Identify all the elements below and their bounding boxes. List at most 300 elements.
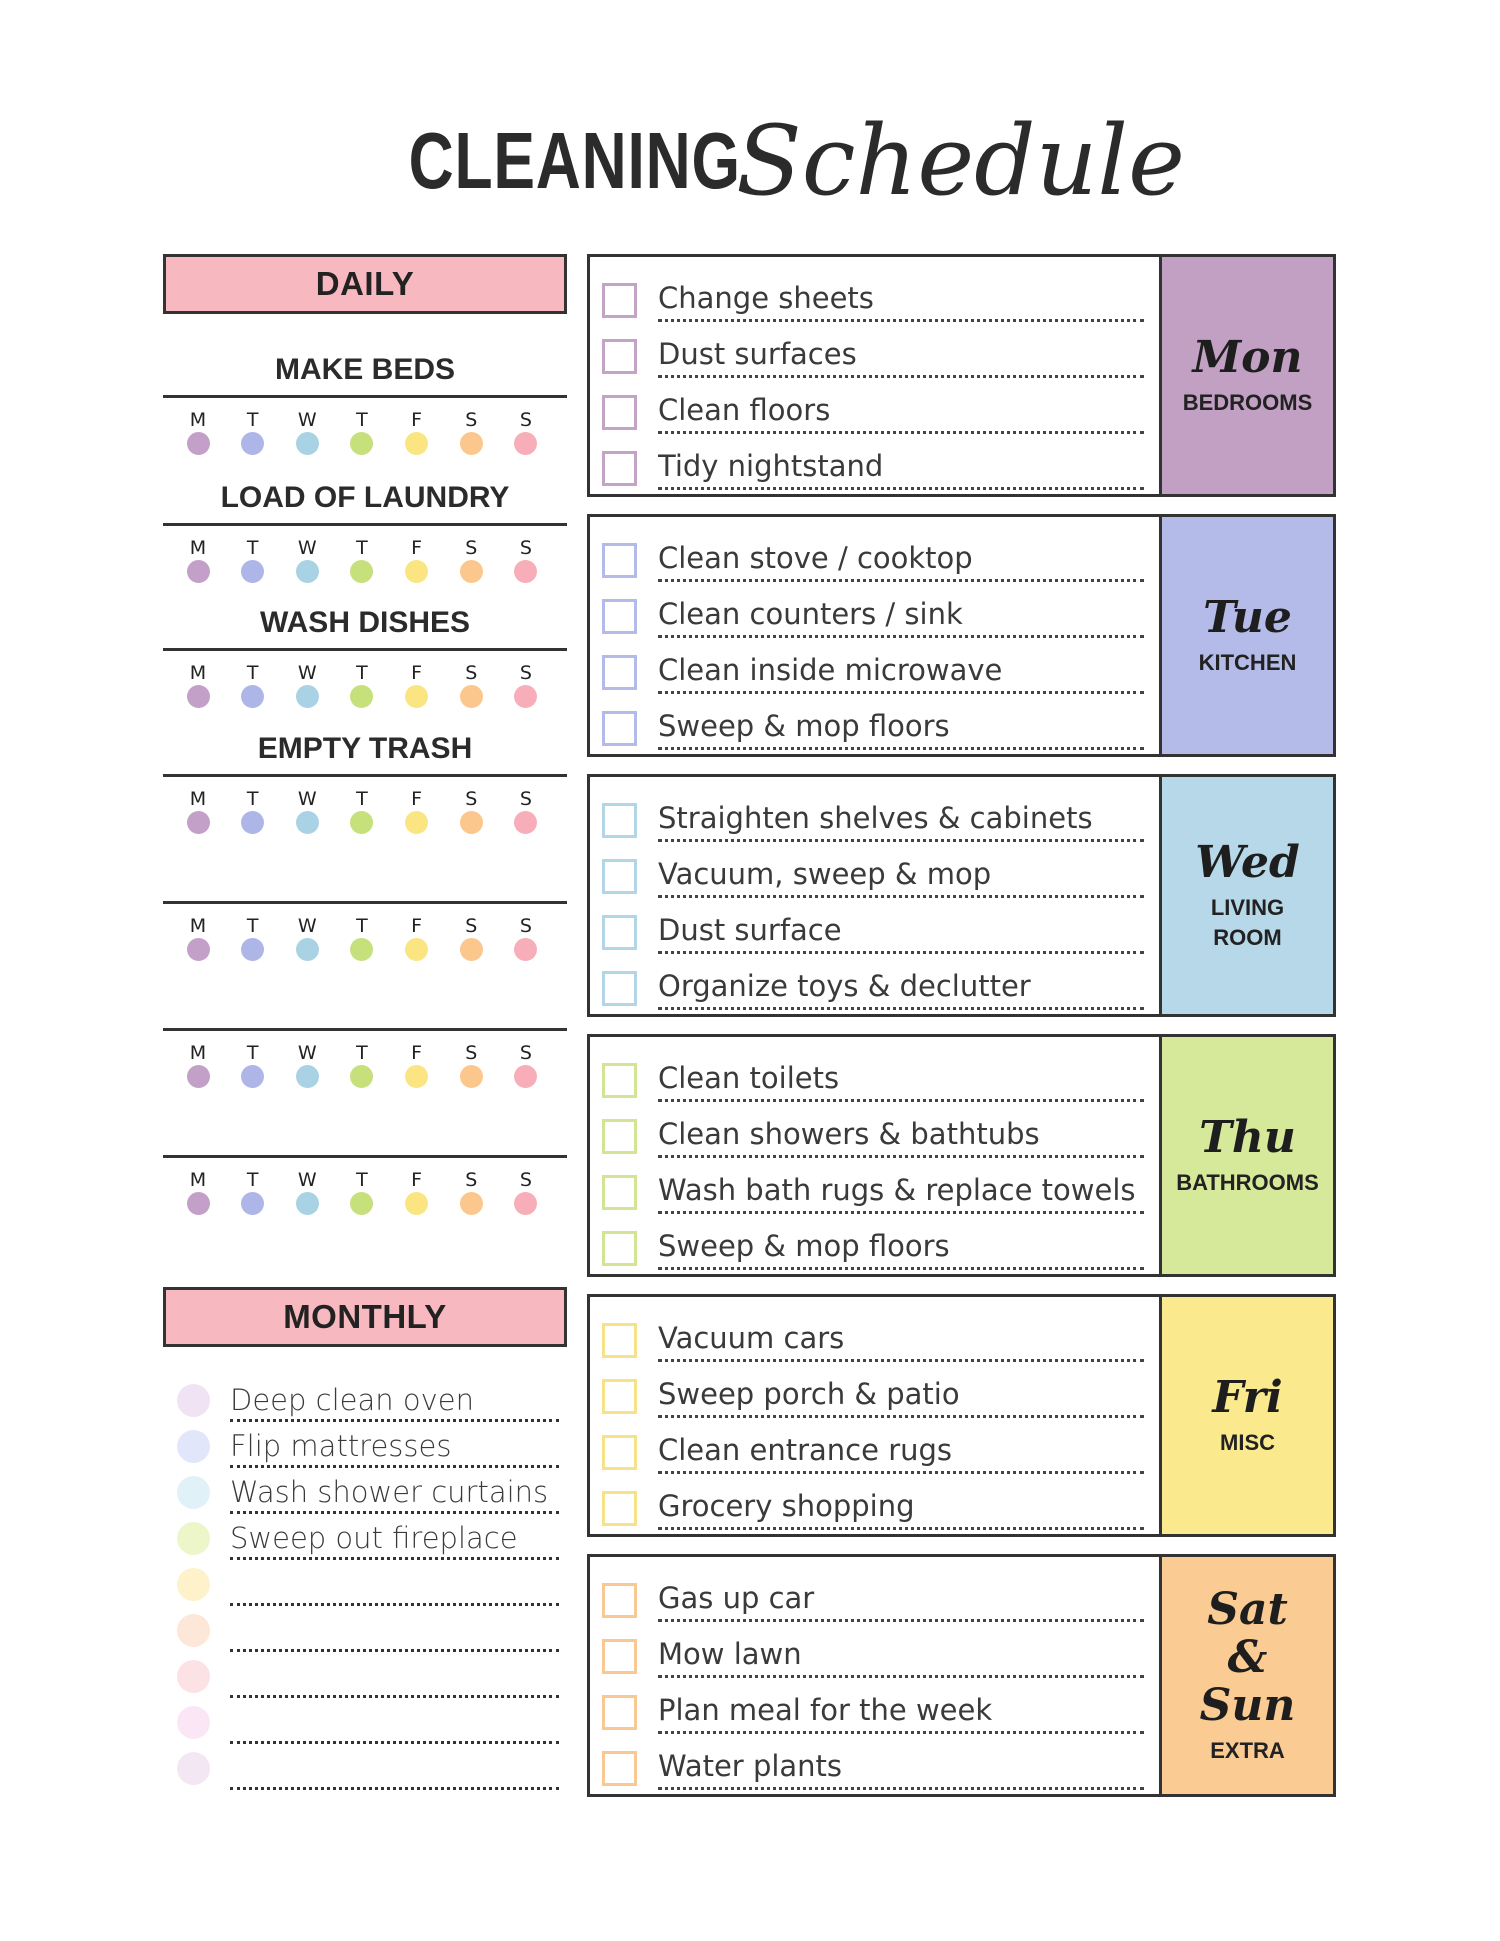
- day-dot[interactable]: [296, 560, 319, 583]
- day-dot[interactable]: [460, 560, 483, 583]
- day-cell: [238, 410, 268, 455]
- monthly-item-text: [230, 1751, 559, 1790]
- day-letter: W: [297, 788, 317, 810]
- monthly-dot[interactable]: [177, 1752, 210, 1785]
- card-task: [590, 1313, 1162, 1369]
- day-dot[interactable]: [241, 811, 264, 834]
- card-task: [590, 1573, 1162, 1629]
- day-script: Fri: [1212, 1371, 1283, 1423]
- card-task-text: Straighten shelves & cabinets: [658, 793, 1144, 842]
- day-letter: W: [297, 537, 317, 559]
- card-day-label: [1159, 257, 1333, 494]
- task-checkbox[interactable]: [602, 1119, 637, 1154]
- day-tracker: [163, 651, 567, 708]
- day-letter: M: [189, 788, 207, 810]
- day-dot[interactable]: [241, 685, 264, 708]
- day-cell: [238, 1170, 268, 1215]
- day-cell: [347, 916, 377, 961]
- monthly-dot[interactable]: [177, 1706, 210, 1739]
- day-cell: [183, 410, 213, 455]
- page-title: [0, 105, 1500, 245]
- day-dot[interactable]: [514, 1192, 537, 1215]
- day-letter: T: [356, 915, 368, 937]
- day-dot[interactable]: [241, 432, 264, 455]
- day-letter: T: [356, 1169, 368, 1191]
- day-dot[interactable]: [350, 560, 373, 583]
- day-letter: M: [189, 1042, 207, 1064]
- daily-task-label: MAKE BEDS: [274, 353, 455, 386]
- day-letter: T: [356, 662, 368, 684]
- card-task-list: [590, 777, 1162, 1014]
- day-letter: S: [465, 1042, 478, 1064]
- day-dot[interactable]: [296, 1192, 319, 1215]
- card-task: [590, 589, 1162, 645]
- card-task-text: Dust surfaces: [658, 329, 1144, 378]
- day-dot[interactable]: [460, 1192, 483, 1215]
- day-card-tue: [587, 514, 1336, 757]
- card-task-text: Organize toys & declutter: [658, 961, 1144, 1010]
- card-task-text: Clean toilets: [658, 1053, 1144, 1102]
- task-checkbox[interactable]: [602, 1063, 637, 1098]
- card-day-label: [1159, 1557, 1333, 1794]
- card-task-text: Clean floors: [658, 385, 1144, 434]
- day-cell: [511, 916, 541, 961]
- day-script: Tue: [1203, 591, 1292, 643]
- monthly-item: [177, 1566, 567, 1612]
- day-letter: S: [519, 537, 532, 559]
- card-task-text: Sweep & mop floors: [658, 701, 1144, 750]
- day-letter: S: [465, 537, 478, 559]
- monthly-section: [163, 1287, 567, 1347]
- card-task: [590, 1425, 1162, 1481]
- day-letter: S: [465, 915, 478, 937]
- monthly-item: [177, 1382, 567, 1428]
- day-letter: T: [246, 662, 259, 684]
- monthly-item-text: Deep clean oven: [230, 1383, 559, 1422]
- day-dot[interactable]: [514, 685, 537, 708]
- day-tracker: [163, 1158, 567, 1215]
- card-task-text: Grocery shopping: [658, 1481, 1144, 1530]
- day-cell: [402, 663, 432, 708]
- card-task-list: [590, 257, 1162, 494]
- day-dot[interactable]: [296, 811, 319, 834]
- card-task: [590, 385, 1162, 441]
- card-task-text: Clean showers & bathtubs: [658, 1109, 1144, 1158]
- day-cell: [292, 916, 322, 961]
- day-cell: [456, 663, 486, 708]
- task-checkbox[interactable]: [602, 451, 637, 486]
- task-checkbox[interactable]: [602, 1435, 637, 1470]
- day-dot[interactable]: [350, 811, 373, 834]
- day-cell: [511, 1043, 541, 1088]
- day-card-thu: [587, 1034, 1336, 1277]
- day-cell: [183, 538, 213, 583]
- day-cell: [402, 538, 432, 583]
- day-tracker: [163, 1031, 567, 1088]
- monthly-item: [177, 1428, 567, 1474]
- day-dot[interactable]: [350, 938, 373, 961]
- day-cell: [511, 410, 541, 455]
- card-task: [590, 1369, 1162, 1425]
- task-checkbox[interactable]: [602, 1639, 637, 1674]
- day-dot[interactable]: [405, 1192, 428, 1215]
- monthly-heading: MONTHLY: [163, 1287, 567, 1347]
- day-dot[interactable]: [460, 685, 483, 708]
- monthly-dot[interactable]: [177, 1476, 210, 1509]
- day-dot[interactable]: [187, 560, 210, 583]
- title-main: CLEANING: [408, 116, 741, 205]
- daily-task: [163, 1107, 567, 1232]
- card-day-label: [1159, 777, 1333, 1014]
- day-dot[interactable]: [405, 685, 428, 708]
- card-task-text: Vacuum cars: [658, 1313, 1144, 1362]
- card-task: [590, 1741, 1162, 1797]
- card-task: [590, 533, 1162, 589]
- daily-task: [163, 853, 567, 978]
- day-letter: S: [465, 1169, 478, 1191]
- day-card-wed: [587, 774, 1336, 1017]
- task-checkbox[interactable]: [602, 1323, 637, 1358]
- day-cell: [347, 1170, 377, 1215]
- day-letter: W: [297, 915, 317, 937]
- day-cell: [347, 1043, 377, 1088]
- day-letter: T: [246, 915, 259, 937]
- card-day-label: [1159, 1037, 1333, 1274]
- card-day-label: [1159, 1297, 1333, 1534]
- day-dot[interactable]: [514, 811, 537, 834]
- day-dot[interactable]: [241, 1192, 264, 1215]
- card-task: [590, 1165, 1162, 1221]
- day-letter: S: [519, 915, 532, 937]
- day-dot[interactable]: [514, 560, 537, 583]
- task-checkbox[interactable]: [602, 395, 637, 430]
- monthly-item-text: Wash shower curtains: [230, 1475, 559, 1514]
- monthly-item: [177, 1704, 567, 1750]
- day-letter: T: [246, 537, 259, 559]
- card-task-list: [590, 1297, 1162, 1534]
- day-card-mon: [587, 254, 1336, 497]
- card-task: [590, 1053, 1162, 1109]
- day-letter: T: [246, 1042, 259, 1064]
- monthly-list: [177, 1382, 567, 1796]
- card-task-text: Clean stove / cooktop: [658, 533, 1144, 582]
- monthly-item-text: Flip mattresses: [230, 1429, 559, 1468]
- day-script: Thu: [1199, 1111, 1296, 1163]
- day-cell: [456, 916, 486, 961]
- day-letter: T: [246, 788, 259, 810]
- day-cell: [456, 1170, 486, 1215]
- daily-task: [163, 475, 567, 600]
- day-dot[interactable]: [350, 685, 373, 708]
- day-dot[interactable]: [460, 938, 483, 961]
- day-tracker: [163, 777, 567, 834]
- day-cell: [456, 1043, 486, 1088]
- day-cell: [183, 1043, 213, 1088]
- card-task: [590, 1481, 1162, 1537]
- day-cell: [347, 538, 377, 583]
- card-task-text: Sweep porch & patio: [658, 1369, 1144, 1418]
- day-dot[interactable]: [187, 685, 210, 708]
- task-checkbox[interactable]: [602, 1583, 637, 1618]
- card-task: [590, 701, 1162, 757]
- day-cell: [511, 789, 541, 834]
- monthly-item: [177, 1612, 567, 1658]
- day-letter: W: [297, 409, 317, 431]
- daily-task-label: LOAD OF LAUNDRY: [220, 481, 510, 514]
- card-task: [590, 645, 1162, 701]
- day-letter: T: [356, 788, 368, 810]
- room-name: LIVING ROOM: [1210, 894, 1285, 950]
- card-task-text: Change sheets: [658, 273, 1144, 322]
- card-task: [590, 273, 1162, 329]
- day-letter: F: [411, 915, 423, 937]
- card-task: [590, 1685, 1162, 1741]
- card-task: [590, 905, 1162, 961]
- day-dot[interactable]: [405, 811, 428, 834]
- day-letter: T: [356, 1042, 368, 1064]
- task-checkbox[interactable]: [602, 655, 637, 690]
- day-dot[interactable]: [241, 938, 264, 961]
- day-dot[interactable]: [187, 1192, 210, 1215]
- day-card-fri: [587, 1294, 1336, 1537]
- card-task-text: Clean counters / sink: [658, 589, 1144, 638]
- day-letter: M: [189, 915, 207, 937]
- daily-task-label: WASH DISHES: [259, 606, 471, 639]
- monthly-item: [177, 1520, 567, 1566]
- day-tracker: [163, 526, 567, 583]
- day-dot[interactable]: [350, 432, 373, 455]
- daily-task: [163, 726, 567, 851]
- room-name: MISC: [1220, 1429, 1275, 1455]
- day-letter: F: [411, 1169, 423, 1191]
- day-cell: [238, 1043, 268, 1088]
- card-task: [590, 849, 1162, 905]
- day-cell: [402, 1043, 432, 1088]
- day-cell: [402, 1170, 432, 1215]
- daily-task-label: [163, 853, 567, 899]
- day-cell: [511, 538, 541, 583]
- day-script: Mon: [1192, 331, 1303, 383]
- day-cell: [402, 789, 432, 834]
- day-script: Wed: [1195, 836, 1300, 888]
- day-dot[interactable]: [514, 1065, 537, 1088]
- day-cell: [183, 789, 213, 834]
- card-task: [590, 793, 1162, 849]
- card-task-list: [590, 517, 1162, 754]
- day-cell: [183, 916, 213, 961]
- day-cell: [456, 538, 486, 583]
- day-dot[interactable]: [296, 938, 319, 961]
- card-task-text: Gas up car: [658, 1573, 1144, 1622]
- day-letter: S: [519, 409, 532, 431]
- task-checkbox[interactable]: [602, 283, 637, 318]
- monthly-dot[interactable]: [177, 1614, 210, 1647]
- daily-task: [163, 600, 567, 725]
- day-letter: M: [189, 537, 207, 559]
- day-letter: M: [189, 662, 207, 684]
- day-letter: M: [189, 409, 207, 431]
- day-dot[interactable]: [514, 938, 537, 961]
- daily-task-label: [163, 1107, 567, 1153]
- card-task-text: Clean inside microwave: [658, 645, 1144, 694]
- card-task-text: Dust surface: [658, 905, 1144, 954]
- day-letter: F: [411, 1042, 423, 1064]
- monthly-dot[interactable]: [177, 1522, 210, 1555]
- monthly-dot[interactable]: [177, 1660, 210, 1693]
- card-task: [590, 1221, 1162, 1277]
- day-dot[interactable]: [187, 1065, 210, 1088]
- daily-task: [163, 347, 567, 472]
- day-dot[interactable]: [296, 432, 319, 455]
- day-dot[interactable]: [405, 432, 428, 455]
- monthly-item-text: [230, 1659, 559, 1698]
- day-dot[interactable]: [187, 938, 210, 961]
- day-cell: [292, 410, 322, 455]
- day-letter: W: [297, 1169, 317, 1191]
- day-letter: W: [297, 1042, 317, 1064]
- task-checkbox[interactable]: [602, 1175, 637, 1210]
- card-task: [590, 1629, 1162, 1685]
- day-tracker: [163, 904, 567, 961]
- monthly-dot[interactable]: [177, 1430, 210, 1463]
- day-cell: [183, 663, 213, 708]
- day-letter: M: [189, 1169, 207, 1191]
- monthly-item-text: Sweep out fireplace: [230, 1521, 559, 1560]
- day-dot[interactable]: [460, 811, 483, 834]
- room-name: BEDROOMS: [1182, 389, 1313, 415]
- day-letter: T: [356, 409, 368, 431]
- day-dot[interactable]: [350, 1192, 373, 1215]
- task-checkbox[interactable]: [602, 1695, 637, 1730]
- day-cell: [292, 1170, 322, 1215]
- room-name: EXTRA: [1210, 1737, 1285, 1763]
- task-checkbox[interactable]: [602, 859, 637, 894]
- day-letter: S: [465, 409, 478, 431]
- monthly-dot[interactable]: [177, 1384, 210, 1417]
- card-task-text: Water plants: [658, 1741, 1144, 1790]
- daily-section: [163, 254, 567, 314]
- day-letter: T: [246, 1169, 259, 1191]
- day-letter: S: [519, 1042, 532, 1064]
- task-checkbox[interactable]: [602, 543, 637, 578]
- room-name: BATHROOMS: [1176, 1169, 1319, 1195]
- monthly-item-text: [230, 1613, 559, 1652]
- task-checkbox[interactable]: [602, 711, 637, 746]
- day-cell: [347, 789, 377, 834]
- day-dot[interactable]: [460, 432, 483, 455]
- day-dot[interactable]: [187, 432, 210, 455]
- day-tracker: [163, 398, 567, 455]
- card-task-text: Sweep & mop floors: [658, 1221, 1144, 1270]
- day-cell: [238, 789, 268, 834]
- card-task: [590, 441, 1162, 497]
- day-letter: S: [465, 788, 478, 810]
- day-dot[interactable]: [405, 938, 428, 961]
- card-task-text: Clean entrance rugs: [658, 1425, 1144, 1474]
- day-dot[interactable]: [460, 1065, 483, 1088]
- day-cell: [292, 538, 322, 583]
- card-day-label: [1159, 517, 1333, 754]
- day-cell: [292, 663, 322, 708]
- title-script: Schedule: [735, 105, 1185, 217]
- day-cell: [402, 916, 432, 961]
- room-name: KITCHEN: [1198, 649, 1297, 675]
- day-dot[interactable]: [350, 1065, 373, 1088]
- monthly-item: [177, 1658, 567, 1704]
- day-cell: [292, 1043, 322, 1088]
- day-dot[interactable]: [296, 685, 319, 708]
- day-cell: [238, 663, 268, 708]
- day-letter: S: [519, 662, 532, 684]
- day-dot[interactable]: [405, 1065, 428, 1088]
- task-checkbox[interactable]: [602, 1751, 637, 1786]
- day-letter: S: [465, 662, 478, 684]
- task-checkbox[interactable]: [602, 339, 637, 374]
- day-script: Sat & Sun: [1199, 1583, 1296, 1731]
- day-letter: S: [519, 1169, 532, 1191]
- day-letter: S: [519, 788, 532, 810]
- day-letter: F: [411, 662, 423, 684]
- task-checkbox[interactable]: [602, 1379, 637, 1414]
- monthly-dot[interactable]: [177, 1568, 210, 1601]
- day-card-sat: [587, 1554, 1336, 1797]
- day-dot[interactable]: [241, 1065, 264, 1088]
- day-cell: [183, 1170, 213, 1215]
- day-dot[interactable]: [241, 560, 264, 583]
- day-dot[interactable]: [187, 811, 210, 834]
- day-letter: F: [411, 537, 423, 559]
- day-cell: [456, 789, 486, 834]
- task-checkbox[interactable]: [602, 1491, 637, 1526]
- card-task: [590, 1109, 1162, 1165]
- daily-heading: DAILY: [163, 254, 567, 314]
- task-checkbox[interactable]: [602, 915, 637, 950]
- day-cell: [238, 916, 268, 961]
- monthly-item: [177, 1474, 567, 1520]
- day-dot[interactable]: [514, 432, 537, 455]
- day-letter: T: [246, 409, 259, 431]
- day-cell: [292, 789, 322, 834]
- day-cell: [456, 410, 486, 455]
- day-letter: W: [297, 662, 317, 684]
- daily-task: [163, 980, 567, 1105]
- monthly-item: [177, 1750, 567, 1796]
- day-dot[interactable]: [405, 560, 428, 583]
- day-cell: [511, 663, 541, 708]
- monthly-item-text: [230, 1705, 559, 1744]
- monthly-item-text: [230, 1567, 559, 1606]
- daily-task-label: [163, 980, 567, 1026]
- card-task-text: Vacuum, sweep & mop: [658, 849, 1144, 898]
- card-task-text: Tidy nightstand: [658, 441, 1144, 490]
- task-checkbox[interactable]: [602, 1231, 637, 1266]
- day-letter: F: [411, 788, 423, 810]
- day-cell: [511, 1170, 541, 1215]
- day-cell: [347, 663, 377, 708]
- day-cell: [238, 538, 268, 583]
- card-task-text: Plan meal for the week: [658, 1685, 1144, 1734]
- daily-task-label: EMPTY TRASH: [257, 732, 473, 765]
- day-letter: F: [411, 409, 423, 431]
- day-cell: [347, 410, 377, 455]
- day-dot[interactable]: [296, 1065, 319, 1088]
- card-task-text: Mow lawn: [658, 1629, 1144, 1678]
- card-task: [590, 329, 1162, 385]
- card-task-list: [590, 1557, 1162, 1794]
- task-checkbox[interactable]: [602, 971, 637, 1006]
- task-checkbox[interactable]: [602, 803, 637, 838]
- task-checkbox[interactable]: [602, 599, 637, 634]
